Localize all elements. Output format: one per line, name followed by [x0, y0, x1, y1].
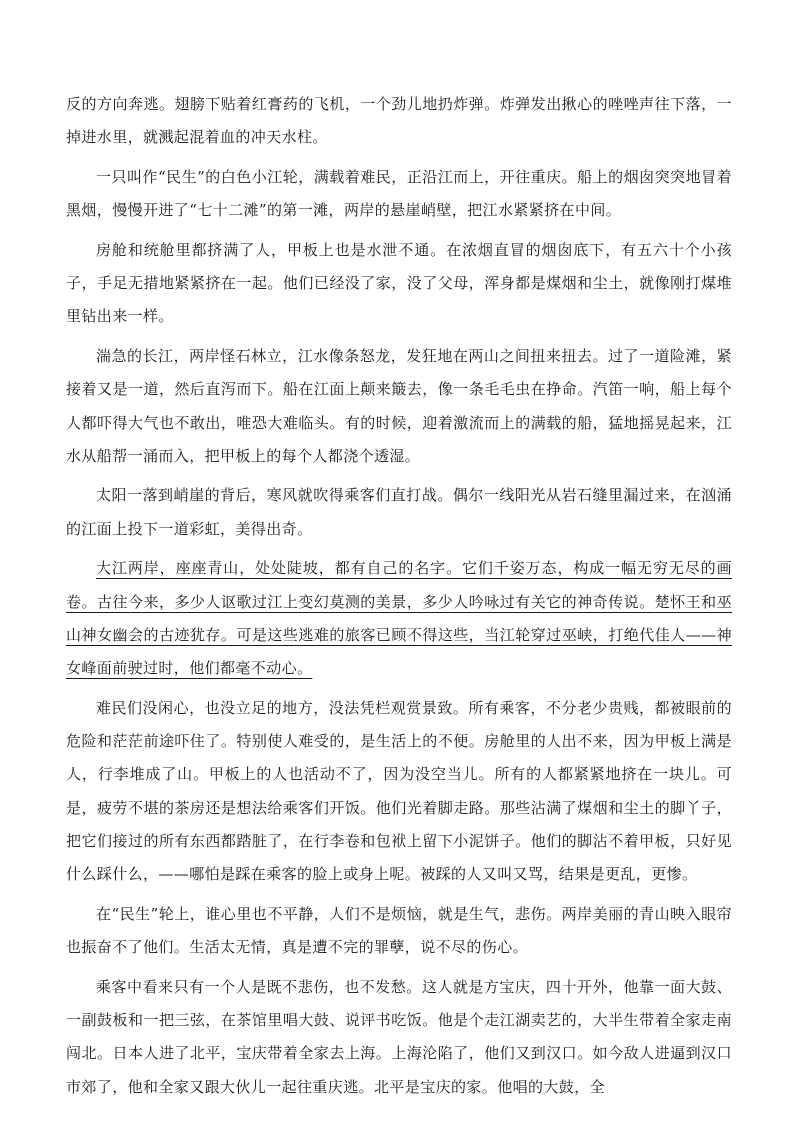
paragraph: 湍急的长江，两岸怪石林立，江水像条怒龙，发狂地在两山之间扭来扭去。过了一道险滩，紧接着又是一道，然后直泻而下。船在江面上颠来簸去，像一条毛毛虫在挣命。汽笛一响，船上每个人都吓得大气也不敢出，唯恐大难临头。有的时候，迎着激流而上的满载的船，猛地摇晃起来，江水从船帮一涌而入，把甲板上的每个人都浇个透湿。: [66, 346, 732, 465]
paragraph: 乘客中看来只有一个人是既不悲伤，也不发愁。这人就是方宝庆，四十开外，他靠一面大鼓、一副鼓板和一把三弦，在茶馆里唱大鼓、说评书吃饭。他是个走江湖卖艺的，大半生带着全家走南闯北。日本人进了北平，宝庆带着全家去上海。上海沦陷了，他们又到汉口。如今敌人进逼到汉口市郊了，他和全家又跟大伙儿一起往重庆逃。北平是宝庆的家。他唱的大鼓，全: [66, 977, 732, 1096]
underlined-passage: 大江两岸，座座青山，处处陡坡，都有自己的名字。它们千姿万态，构成一幅无穷无尽的画卷。古往今来，多少人讴歌过江上变幻莫测的美景，多少人吟咏过有关它的神奇传说。楚怀王和巫山神女幽会的古迹犹存。可是这些逃难的旅客已顾不得这些，当江轮穿过巫峡，打绝代佳人——神女峰面前驶过时，他们都毫不动心。: [66, 559, 732, 678]
paragraph: 房舱和统舱里都挤满了人，甲板上也是水泄不通。在浓烟直冒的烟囱底下，有五六十个小孩子，手足无措地紧紧挤在一起。他们已经没了家，没了父母，浑身都是煤烟和尘土，就像刚打煤堆里钻出来一样。: [66, 240, 732, 326]
paragraph: 反的方向奔逃。翅膀下贴着红膏药的飞机，一个劲儿地扔炸弹。炸弹发出揪心的唑唑声往下落，一掉进水里，就溅起混着血的冲天水柱。: [66, 95, 732, 147]
paragraph: 一只叫作“民生”的白色小江轮，满载着难民，正沿江而上，开往重庆。船上的烟囱突突地冒着黑烟，慢慢开进了“七十二滩”的第一滩，两岸的悬崖峭壁，把江水紧紧挤在中间。: [66, 167, 732, 220]
paragraph: 在“民生”轮上，谁心里也不平静，人们不是烦恼，就是生气，悲伤。两岸美丽的青山映入眼帘也振奋不了他们。生活太无情，真是遭不完的罪孽，说不尽的伤心。: [66, 904, 732, 957]
underlined-paragraph: [66, 552, 732, 685]
body-text: [66, 88, 732, 1110]
paragraph: 太阳一落到峭崖的背后，寒风就吹得乘客们直打战。偶尔一线阳光从岩石缝里漏过来，在汹涌的江面上投下一道彩虹，美得出奇。: [66, 486, 732, 538]
paragraph: 难民们没闲心，也没立足的地方，没法凭栏观赏景致。所有乘客，不分老少贵贱，都被眼前的危险和茫茫前途吓住了。特别使人难受的，是生活上的不便。房舱里的人出不来，因为甲板上满是人，行李堆成了山。甲板上的人也活动不了，因为没空当儿。所有的人都紧紧地挤在一块儿。可是，疲劳不堪的茶房还是想法给乘客们开饭。他们光着脚走路。那些沾满了煤烟和尘土的脚丫子，把它们接过的所有东西都踏脏了，在行李卷和包袱上留下小泥饼子。他们的脚沾不着甲板，只好见什么踩什么，——哪怕是踩在乘客的脸上或身上呢。被踩的人又叫又骂，结果是更乱，更惨。: [66, 698, 732, 884]
